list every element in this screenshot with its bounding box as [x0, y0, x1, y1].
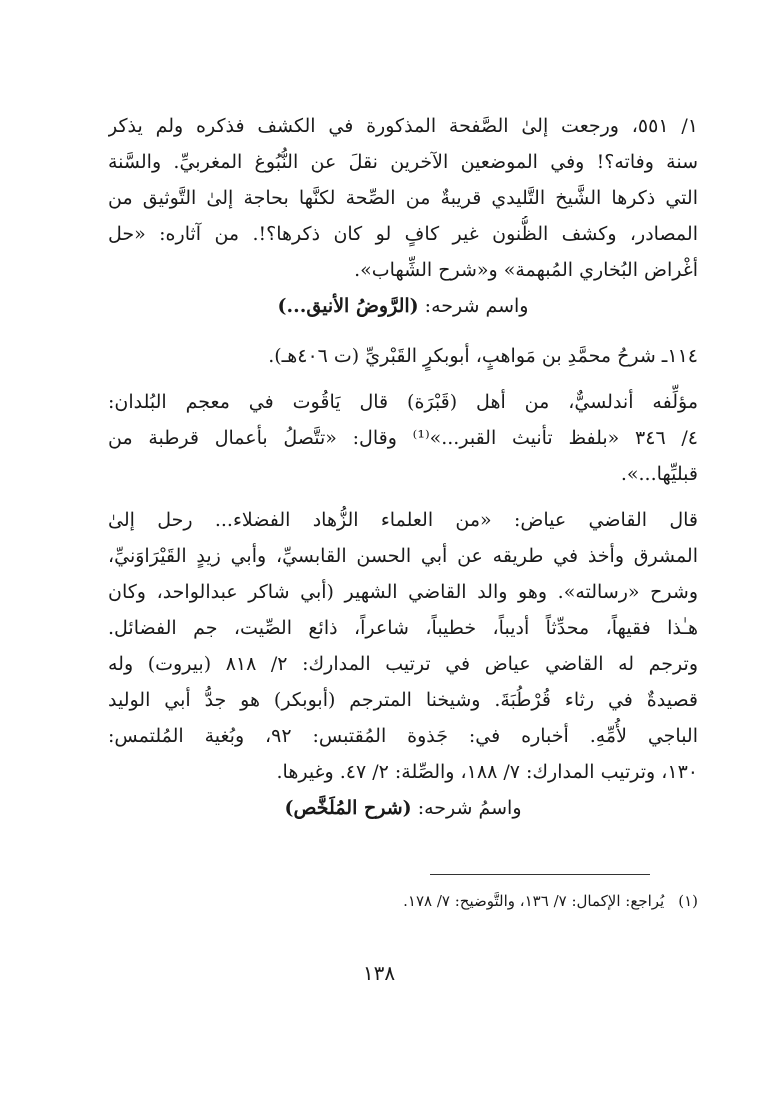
- page-body: [108, 108, 698, 826]
- text-line: الباجي لأُمِّهِ. أخباره في: جَذوة المُقتبس: ٩٢، وبُغية المُلتمس:: [108, 725, 698, 747]
- text-line: المصادر، وكشف الظُّنون غير كافٍ لو كان ذكرها؟!. من آثاره: «حل: [108, 223, 698, 245]
- commentary-prefix: واسم شرحه:: [418, 295, 529, 317]
- page-number: ١٣٨: [362, 961, 396, 985]
- text-line: ١٣٠، وترتيب المدارك: ٧/ ١٨٨، والصِّلة: ٢/ ٤٧. وغيرها.: [276, 761, 698, 783]
- text-line: المشرق وأخذ في طريقه عن أبي الحسن القابسيِّ، وأبي زيدٍ القَيْرَاوَنيِّ،: [108, 545, 698, 567]
- commentary-title: (شرح المُلَخَّص): [284, 797, 412, 819]
- text-line: أغْراض البُخاري المُبهمة» و«شرح الشِّهاب».: [354, 259, 698, 281]
- text-line: مؤلِّفه أندلسيٌّ، من أهل (قَبْرَة) قال يَاقُوت في معجم البُلدان:: [108, 391, 698, 413]
- entry-heading: ١١٤ـ شرحُ محمَّدِ بن مَواهبٍ، أبوبكرٍ القَبْريِّ (ت ٤٠٦هـ).: [268, 345, 698, 367]
- commentary-title-line: [108, 288, 698, 324]
- text-line: هـٰذا فقيهاً، محدِّثاً أديباً، خطيباً، شاعراً، ذائع الصِّيت، جم الفضائل.: [108, 617, 698, 639]
- commentary-title-line: [108, 790, 698, 826]
- text-line: وترجم له القاضي عياض في ترتيب المدارك: ٢/ ٨١٨ (بيروت) وله: [108, 653, 698, 675]
- text-line: ٤/ ٣٤٦ «بلفظ تأنيث القبر...»⁽¹⁾ وقال: «تتَّصلُ بأعمال قرطبة من: [108, 427, 698, 449]
- entry-114: [108, 338, 698, 492]
- text-line: قال القاضي عياض: «من العلماء الزُّهاد الفضلاء... رحل إلىٰ: [108, 509, 698, 531]
- paragraph-intro: [108, 108, 698, 288]
- text-line: قبليِّها...».: [620, 463, 698, 485]
- footnote-text: يُراجع: الإكمال: ٧/ ١٣٦، والتَّوضيح: ٧/ ١٧٨.: [403, 892, 665, 910]
- text-line: سنة وفاته؟! وفي الموضعين الآخرين نقلَ عن النُّبُوغ المغربيِّ. والسَّنة: [108, 151, 698, 173]
- text-line: وشرح «رسالته». وهو والد القاضي الشهير (أبي شاكر عبدالواحد، وكان: [108, 581, 698, 603]
- commentary-prefix: واسمُ شرحه:: [411, 797, 522, 819]
- text-line: التي ذكرها الشَّيخ التَّليدي قريبةٌ من الصِّحة لكنَّها بحاجة إلىٰ التَّوثيق من: [108, 187, 698, 209]
- footnote-number: (١): [678, 892, 698, 910]
- paragraph-biography: [108, 502, 698, 790]
- text-line: قصيدةٌ في رثاء قُرْطُبَةَ. وشيخنا المترجم (أبوبكر) هو جدُّ أبي الوليد: [108, 689, 698, 711]
- text-line: ١/ ٥٥١، ورجعت إلىٰ الصَّفحة المذكورة في الكشف فذكره ولم يذكر: [108, 115, 698, 137]
- footnote: [108, 888, 698, 914]
- footnote-divider: [430, 874, 650, 875]
- commentary-title: (الرَّوضُ الأنيق...): [277, 295, 419, 317]
